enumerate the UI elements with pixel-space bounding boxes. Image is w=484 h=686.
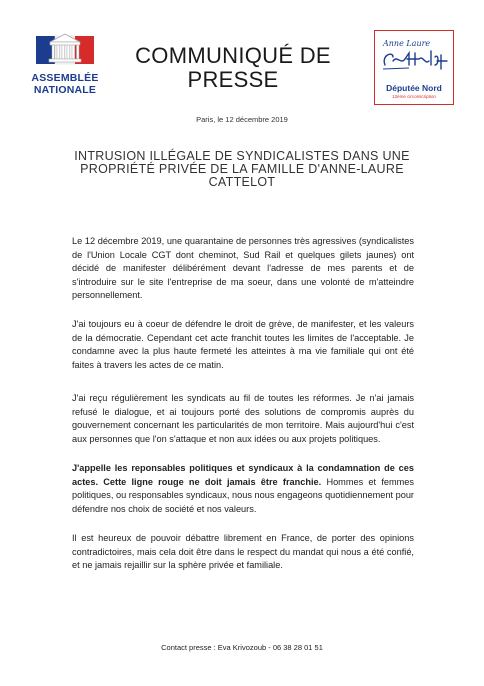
headline [60,150,424,189]
paragraph-2: J'ai toujours eu à coeur de défendre le droit de grève, de manifester, et les valeurs de la démocratie. Cependant cet acte franchit toutes les limites de l'acceptable. Je condamne avec la plus haute fermeté les atteintes à ma vie familiale qui ont été faites à travers les actes de ce matin. [72,319,414,370]
paragraph-5: Il est heureux de pouvoir débattre librement en France, de porter des opinions contradictoires, mais cela doit être dans le respect du mandat qui nous a été confié, et ne jamais rejaillir sur la sphère privée et familiale. [72,533,414,571]
paragraph-4 [72,462,414,516]
page-title [118,44,348,92]
deputy-signature [379,35,451,75]
date-line: Paris, le 12 décembre 2019 [196,115,288,124]
assemblee-nationale-logo [24,30,106,104]
paragraph-4-rest: Hommes et femmes politiques, ou responsables syndicaux, nous nous engageons quotidiennement pour défendre nos choix de société et nos valeurs. [72,476,415,514]
svg-text:Anne Laure: Anne Laure [383,39,431,48]
paragraph-1: Le 12 décembre 2019, une quarantaine de personnes très agressives (syndicalistes de l'Union Locale CGT dont cheminot, Sud Rail et quelques gilets jaunes) ont décidé de manifester délibérément devant l'adresse de mes parents et de s'introduire sur le site l'entreprise de ma soeur, dans une volonté de m'atteindre personnellement. [72,236,414,301]
deputy-badge [374,30,454,105]
headline-line-1: INTRUSION ILLÉGALE DE SYNDICALISTES DANS UNE [74,149,410,163]
logo-line-1: ASSEMBLÉE [31,72,99,84]
deputy-title: Députée Nord [386,83,442,93]
title-line-2: PRESSE [187,67,279,92]
paragraph-4-bold: J'appelle les reponsables politiques et syndicaux à la condamnation de ces actes. Cette ligne rouge ne doit jamais être franchie. [72,463,414,487]
deputy-subtitle: 12ème circonscription [392,94,436,99]
press-contact: Contact presse : Eva Krivozoub - 06 38 28 01 51 [161,643,323,652]
logo-line-2: NATIONALE [33,84,97,96]
title-line-1: COMMUNIQUÉ DE [135,43,331,68]
headline-line-2: PROPRIÉTÉ PRIVÉE DE LA FAMILLE D'ANNE-LAURE [80,162,404,176]
headline-line-3: CATTELOT [208,175,276,189]
hemicycle-icon [36,30,94,68]
paragraph-3: J'ai reçu régulièrement les syndicats au fil de toutes les réformes. Je n'ai jamais refusé le dialogue, et ai toujours porté des solutions de compromis auprès du gouvernement concernant les particularités de mon territoire. Mais aujourd'hui c'est aux personnes que l'on s'attaque et non aux idées ou aux projets politiques. [72,393,414,444]
